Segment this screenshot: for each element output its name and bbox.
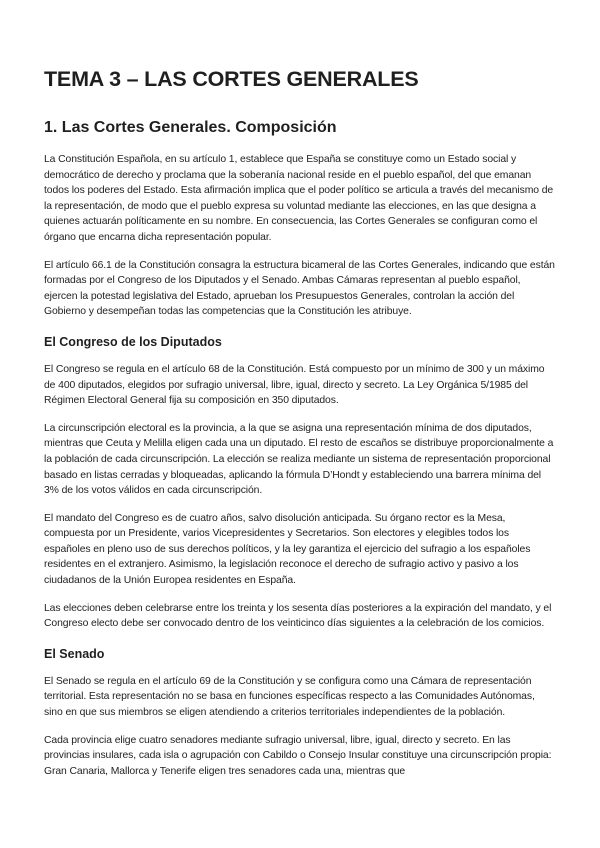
- subsection-heading-senado: El Senado: [44, 646, 105, 661]
- paragraph: Cada provincia elige cuatro senadores mediante sufragio universal, libre, igual, directo y secreto. En las provincias insulares, cada isla o agrupación con Cabildo o Consejo Insular constituye una circunscripción propia: Gran Canaria, Mallorca y Tenerife eligen tres senadores cada una, mientras que: [44, 734, 552, 777]
- document-title: TEMA 3 – LAS CORTES GENERALES: [44, 67, 419, 91]
- section-heading-composicion: 1. Las Cortes Generales. Composición: [44, 119, 337, 136]
- paragraph: El artículo 66.1 de la Constitución consagra la estructura bicameral de las Cortes Generales, indicando que están formadas por el Congreso de los Diputados y el Senado. Ambas Cámaras representan al pueblo español, ejercen la potestad legislativa del Estado, aprueban los Presupuestos Generales, controlan la acción del Gobierno y desempeñan todas las competencias que la Constitución les atribuye.: [44, 259, 555, 318]
- paragraph: El mandato del Congreso es de cuatro años, salvo disolución anticipada. Su órgano rector es la Mesa, compuesta por un Presidente, varios Vicepresidentes y Secretarios. Son electores y elegibles todos los españoles en pleno uso de sus derechos políticos, y la ley garantiza el ejercicio del sufragio a los españoles residentes en el extranjero. Asimismo, la legislación reconoce el derecho de sufragio activo y pasivo a los ciudadanos de la Unión Europea residentes en España.: [44, 512, 531, 587]
- document-page: [44, 64, 556, 791]
- paragraph: Las elecciones deben celebrarse entre los treinta y los sesenta días posteriores a la expiración del mandato, y el Congreso electo debe ser convocado dentro de los veinticinco días siguientes a la celebración de los comicios.: [44, 602, 552, 630]
- paragraph: La Constitución Española, en su artículo 1, establece que España se constituye como un Estado social y democrático de derecho y proclama que la soberanía nacional reside en el pueblo español, del que emanan todos los poderes del Estado. Esta afirmación implica que el poder político se articula a través del mecanismo de la representación, de modo que el pueblo expresa su voluntad mediante las elecciones, en las que designa a quienes actuarán políticamente en su nombre. En consecuencia, las Cortes Generales se configuran como el órgano que encarna dicha representación popular.: [44, 154, 554, 243]
- paragraph: El Senado se regula en el artículo 69 de la Constitución y se configura como una Cámara de representación territorial. Esta representación no se basa en funciones específicas respecto a las Comunidades Autónomas, sino en que sus miembros se eligen atendiendo a criterios territoriales independientes de la población.: [44, 675, 535, 719]
- subsection-heading-congreso: El Congreso de los Diputados: [44, 334, 222, 349]
- paragraph: La circunscripción electoral es la provincia, a la que se asigna una representación mínima de dos diputados, mientras que Ceuta y Melilla eligen cada una un diputado. El resto de escaños se distribuye proporcionalmente a la población de cada circunscripción. La elección se realiza mediante un sistema de representación proporcional basado en listas cerradas y bloqueadas, aplicando la fórmula D’Hondt y estableciendo una barrera mínima del 3% de los votos válidos en cada circunscripción.: [44, 422, 554, 497]
- paragraph: El Congreso se regula en el artículo 68 de la Constitución. Está compuesto por un mínimo de 300 y un máximo de 400 diputados, elegidos por sufragio universal, libre, igual, directo y secreto. La Ley Orgánica 5/1985 del Régimen Electoral General fija su composición en 350 diputados.: [44, 363, 545, 407]
